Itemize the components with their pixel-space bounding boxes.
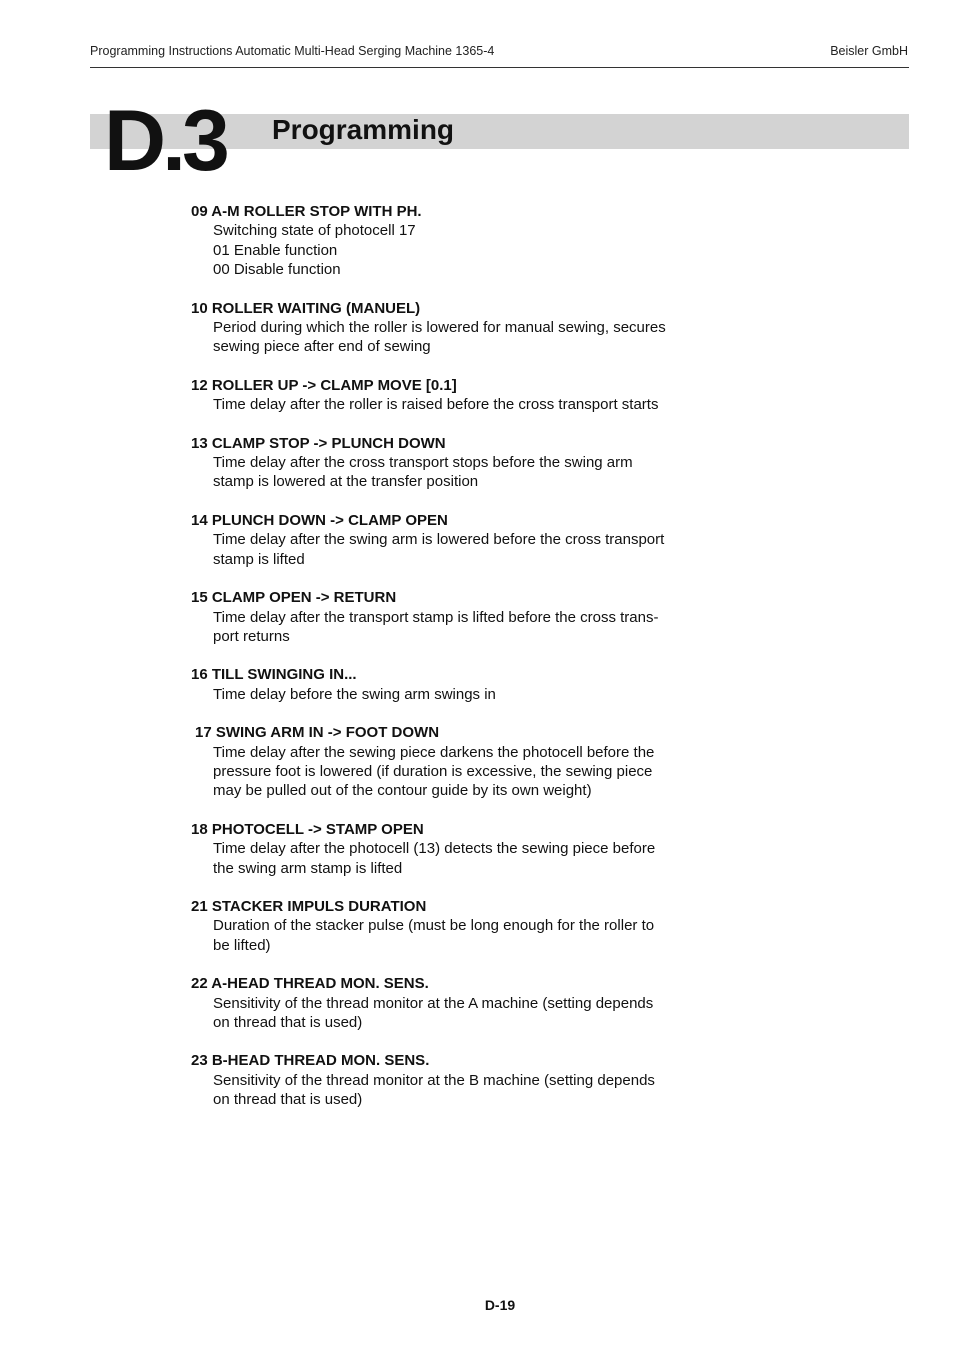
parameter-item bbox=[191, 434, 731, 492]
parameter-description bbox=[191, 453, 713, 492]
description-line: may be pulled out of the contour guide by its own weight) bbox=[213, 782, 592, 800]
company-name: Beisler GmbH bbox=[830, 44, 908, 58]
section-number: D.3 bbox=[104, 93, 226, 189]
parameter-description bbox=[191, 994, 713, 1033]
parameter-description bbox=[191, 318, 713, 357]
parameter-description bbox=[191, 608, 713, 647]
description-line: Time delay after the roller is raised before the cross transport starts bbox=[213, 396, 659, 414]
parameter-item bbox=[191, 588, 731, 646]
parameter-list bbox=[191, 202, 731, 1129]
description-line: 00 Disable function bbox=[213, 261, 341, 279]
parameter-item bbox=[191, 299, 731, 357]
description-line: Period during which the roller is lowered for manual sewing, secures bbox=[213, 319, 666, 337]
parameter-title: 21 STACKER IMPULS DURATION bbox=[191, 897, 427, 915]
parameter-item bbox=[191, 820, 731, 878]
parameter-item bbox=[191, 665, 731, 704]
parameter-description bbox=[191, 839, 713, 878]
parameter-title: 14 PLUNCH DOWN -> CLAMP OPEN bbox=[191, 511, 448, 529]
parameter-description bbox=[191, 743, 713, 801]
parameter-item bbox=[191, 202, 731, 280]
parameter-description bbox=[191, 221, 713, 279]
description-line: on thread that is used) bbox=[213, 1014, 363, 1031]
description-line: Time delay after the transport stamp is lifted before the cross trans- bbox=[213, 608, 659, 626]
parameter-description bbox=[191, 916, 713, 955]
description-line: Time delay before the swing arm swings in bbox=[213, 685, 496, 703]
parameter-title: 13 CLAMP STOP -> PLUNCH DOWN bbox=[191, 434, 446, 452]
description-line: Time delay after the sewing piece darkens the photocell before the bbox=[213, 743, 655, 761]
parameter-title: 16 TILL SWINGING IN... bbox=[191, 666, 357, 684]
page-number: D-19 bbox=[484, 1297, 516, 1313]
description-line: be lifted) bbox=[213, 936, 271, 954]
description-line: Sensitivity of the thread monitor at the B machine (setting depends bbox=[213, 1071, 655, 1089]
parameter-item bbox=[191, 1051, 731, 1109]
parameter-item bbox=[191, 897, 731, 955]
section-title: Programming bbox=[272, 114, 455, 145]
parameter-description bbox=[191, 685, 713, 704]
description-line: port returns bbox=[213, 627, 290, 645]
parameter-item bbox=[191, 511, 731, 569]
parameter-item bbox=[191, 974, 731, 1032]
parameter-title: 15 CLAMP OPEN -> RETURN bbox=[191, 589, 397, 607]
description-line: the swing arm stamp is lifted bbox=[213, 859, 403, 877]
description-line: Time delay after the photocell (13) detects the sewing piece before bbox=[213, 840, 656, 858]
parameter-title: 23 B-HEAD THREAD MON. SENS. bbox=[191, 1052, 430, 1070]
parameter-description bbox=[191, 530, 713, 569]
parameter-title: 10 ROLLER WAITING (MANUEL) bbox=[191, 299, 421, 317]
parameter-title: 09 A-M ROLLER STOP WITH PH. bbox=[191, 203, 422, 220]
description-line: pressure foot is lowered (if duration is excessive, the sewing piece bbox=[213, 762, 653, 780]
document-title: Programming Instructions Automatic Multi-Head Serging Machine 1365-4 bbox=[90, 44, 495, 58]
parameter-title: 12 ROLLER UP -> CLAMP MOVE [0.1] bbox=[191, 376, 457, 394]
parameter-description bbox=[191, 1071, 713, 1110]
parameter-title: 17 SWING ARM IN -> FOOT DOWN bbox=[195, 724, 440, 742]
parameter-title: 18 PHOTOCELL -> STAMP OPEN bbox=[191, 820, 424, 838]
description-line: Time delay after the cross transport stops before the swing arm bbox=[213, 454, 633, 472]
description-line: stamp is lifted bbox=[213, 550, 305, 568]
description-line: Time delay after the swing arm is lowered before the cross transport bbox=[213, 531, 665, 549]
description-line: 01 Enable function bbox=[213, 241, 338, 259]
description-line: stamp is lowered at the transfer position bbox=[213, 473, 479, 491]
parameter-item bbox=[191, 376, 731, 415]
description-line: Duration of the stacker pulse (must be long enough for the roller to bbox=[213, 917, 655, 935]
parameter-item bbox=[191, 723, 731, 801]
parameter-title: 22 A-HEAD THREAD MON. SENS. bbox=[191, 975, 429, 993]
description-line: Switching state of photocell 17 bbox=[213, 222, 416, 240]
parameter-description bbox=[191, 395, 713, 414]
description-line: Sensitivity of the thread monitor at the A machine (setting depends bbox=[213, 994, 654, 1012]
description-line: sewing piece after end of sewing bbox=[213, 338, 431, 356]
description-line: on thread that is used) bbox=[213, 1091, 363, 1109]
header-divider bbox=[90, 67, 909, 68]
